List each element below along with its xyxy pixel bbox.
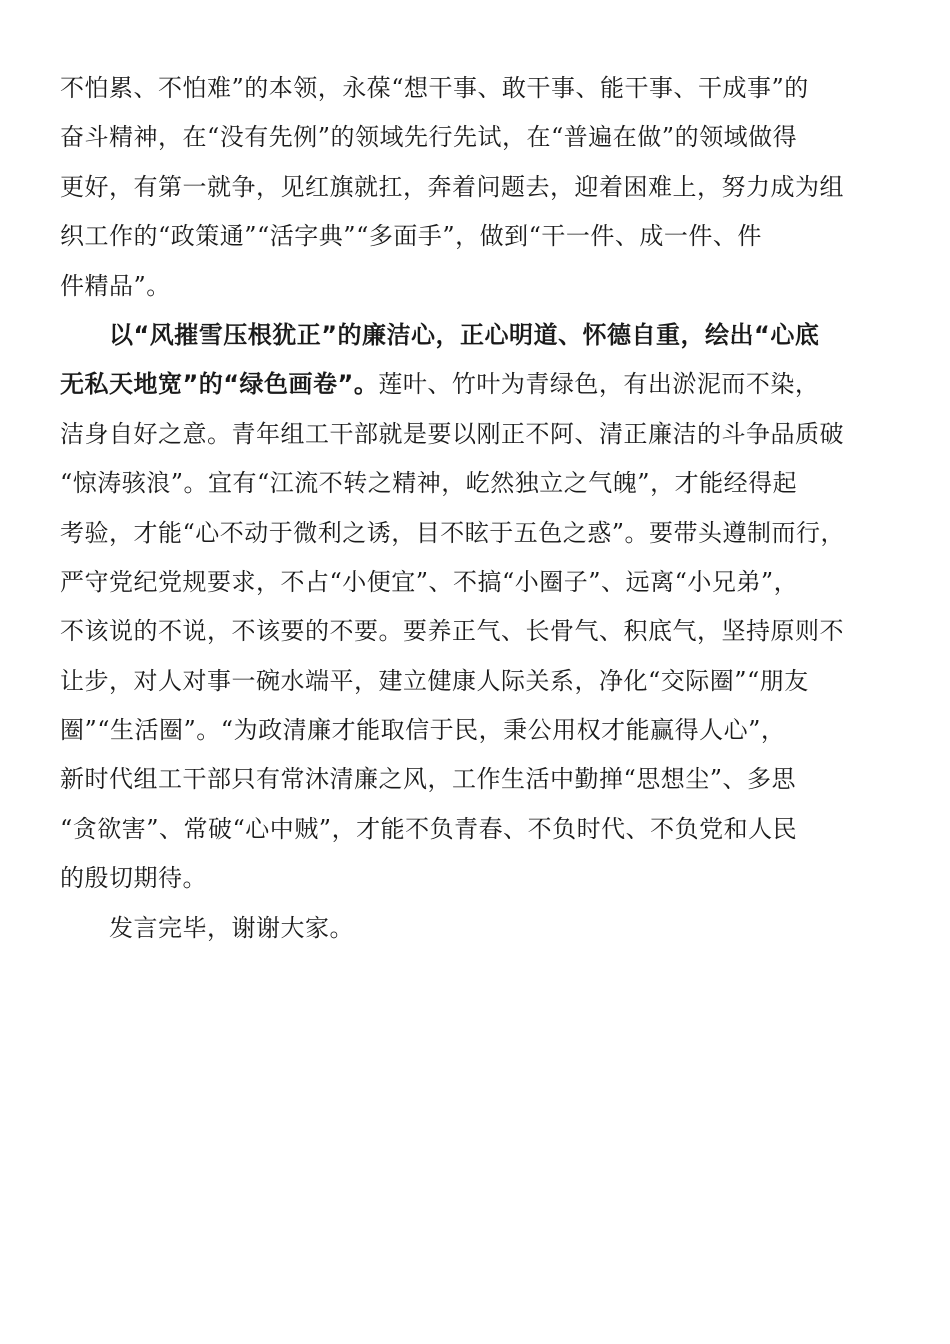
document-body <box>60 64 878 953</box>
paragraph-line: 考验，才能“心不动于微利之诱，目不眩于五色之惑”。要带头遵制而行， <box>60 518 846 547</box>
paragraph-line: 新时代组工干部只有常沐清廉之风，工作生活中勤掸“思想尘”、多思 <box>60 765 797 794</box>
bold-heading-text: 以“风摧雪压根犹正”的廉洁心，正心明道、怀德自重，绘出“心底 <box>109 320 820 349</box>
paragraph-3 <box>60 904 878 953</box>
paragraph-1 <box>60 64 878 311</box>
paragraph-line: 更好，有第一就争，见红旗就扛，奔着问题去，迎着困难上，努力成为组 <box>60 172 844 201</box>
paragraph-line: “惊涛骇浪”。宜有“江流不转之精神，屹然独立之气魄”，才能经得起 <box>60 469 798 498</box>
paragraph-line <box>60 311 878 360</box>
paragraph-line: 奋斗精神，在“没有先例”的领域先行先试，在“普遍在做”的领域做得 <box>60 123 798 152</box>
paragraph-line: 严守党纪党规要求，不占“小便宜”、不搞“小圈子”、远离“小兄弟”， <box>60 567 799 596</box>
closing-line: 发言完毕，谢谢大家。 <box>109 913 354 942</box>
paragraph-line: 不怕累、不怕难”的本领，永葆“想干事、敢干事、能干事、干成事”的 <box>60 74 809 102</box>
paragraph-line: 不该说的不说，不该要的不要。要养正气、长骨气、积底气，坚持原则不 <box>60 617 844 646</box>
paragraph-line: 织工作的“政策通”“活字典”“多面手”，做到“干一件、成一件、件 <box>60 222 762 251</box>
bold-heading-text: 无私天地宽”的“绿色画卷”。 <box>60 370 379 399</box>
paragraph-line: 洁身自好之意。青年组工干部就是要以刚正不阿、清正廉洁的斗争品质破 <box>60 419 844 448</box>
paragraph-line: 让步，对人对事一碗水端平，建立健康人际关系，净化“交际圈”“朋友 <box>60 666 809 695</box>
paragraph-line: 的殷切期待。 <box>60 864 207 893</box>
paragraph-line <box>60 360 878 409</box>
paragraph-line: 件精品”。 <box>60 271 171 300</box>
paragraph-line: 圈”“生活圈”。“为政清廉才能取信于民，秉公用权才能赢得人心”， <box>60 716 786 745</box>
paragraph-line: “贪欲害”、常破“心中贼”，才能不负青春、不负时代、不负党和人民 <box>60 814 798 843</box>
body-text: 莲叶、竹叶为青绿色，有出淤泥而不染， <box>378 370 820 399</box>
paragraph-2 <box>60 311 878 904</box>
